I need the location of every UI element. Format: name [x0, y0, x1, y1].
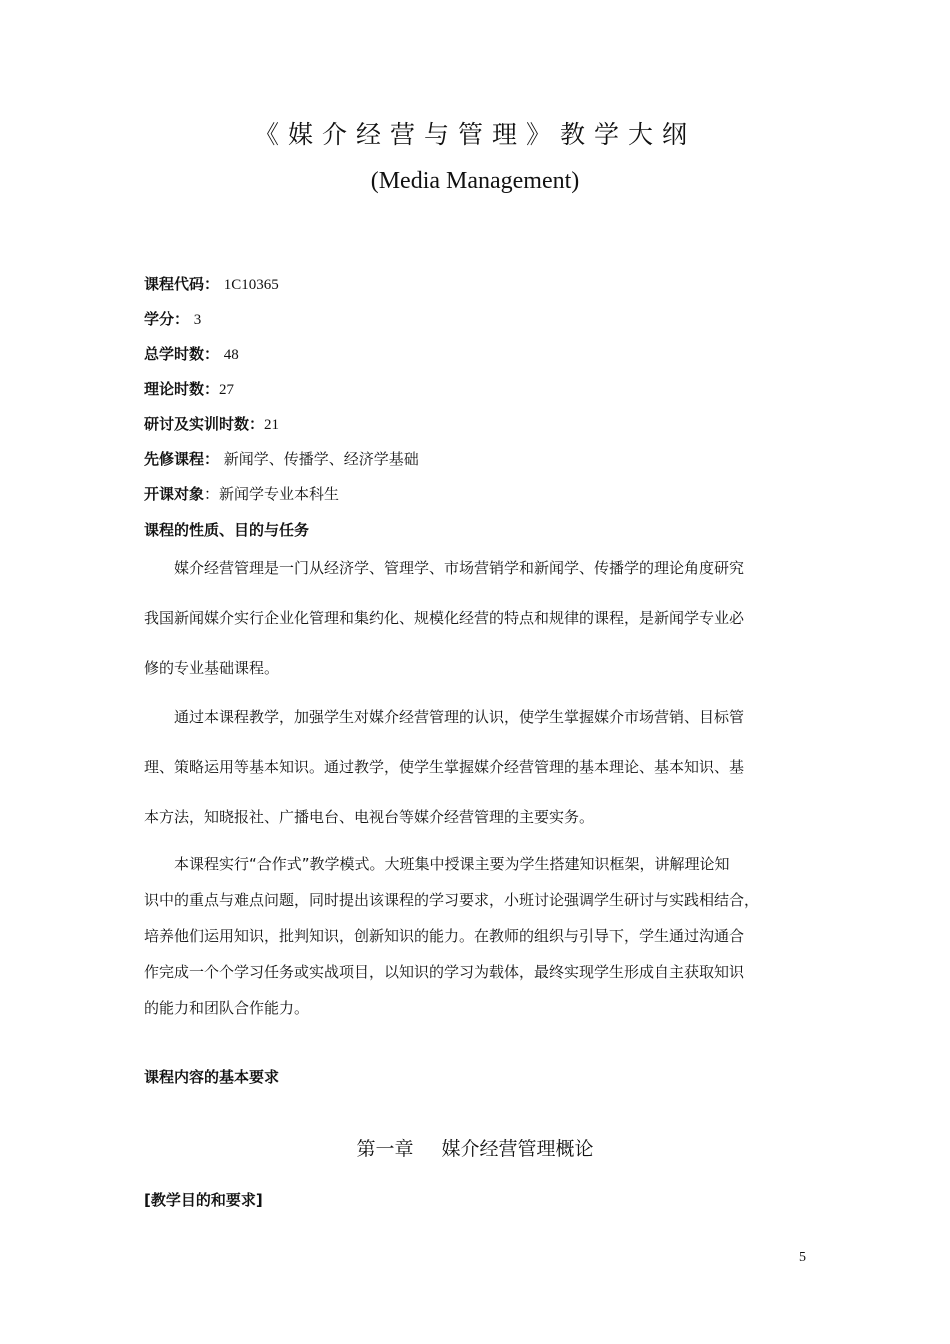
info-value: 3 [193, 312, 202, 328]
paragraph-line: 媒介经营管理是一门从经济学、管理学、市场营销学和新闻学、传播学的理论角度研究 [144, 559, 745, 577]
paragraph-line: 修的专业基础课程。 [144, 659, 280, 677]
paragraph-teaching-mode [144, 854, 808, 1034]
paragraph-line: 本课程实行“合作式”教学模式。大班集中授课主要为学生搭建知识框架，讲解理论知 [144, 855, 730, 873]
info-value: 新闻学、传播学、经济学基础 [223, 450, 419, 468]
info-total-hours [144, 344, 239, 365]
info-label: 总学时数： [144, 345, 220, 363]
info-value: 1C10365 [223, 277, 279, 293]
document-title: 《媒介经营与管理》教学大纲 [253, 120, 696, 149]
info-label: 开课对象 [144, 485, 205, 503]
paragraph-line: 通过本课程教学，加强学生对媒介经营管理的认识，使学生掌握媒介市场营销、目标管 [144, 708, 745, 726]
info-value: 27 [219, 382, 235, 398]
info-label: 课程代码： [144, 275, 220, 293]
info-label: 研讨及实训时数： [144, 415, 265, 433]
info-practice-hours [144, 414, 279, 435]
info-value: 48 [223, 347, 239, 363]
subsection-heading: [教学目的和要求] [144, 1191, 263, 1209]
paragraph-line: 理、策略运用等基本知识。通过教学，使学生掌握媒介经营管理的基本理论、基本知识、基 [144, 758, 745, 776]
section-heading-nature: 课程的性质、目的与任务 [144, 521, 310, 539]
paragraph-line: 培养他们运用知识，批判知识，创新知识的能力。在教师的组织与引导下，学生通过沟通合 [144, 927, 745, 945]
paragraph-nature [144, 558, 808, 708]
document-subtitle: (Media Management) [370, 168, 580, 194]
info-prerequisites [144, 449, 419, 469]
chapter-heading [0, 1134, 950, 1161]
info-target-students [144, 484, 339, 504]
chapter-title: 媒介经营管理概论 [441, 1138, 594, 1160]
paragraph-line: 识中的重点与难点问题，同时提出该课程的学习要求，小班讨论强调学生研讨与实践相结合， [144, 891, 760, 909]
info-course-code [144, 274, 279, 295]
section-heading-content: 课程内容的基本要求 [144, 1068, 280, 1086]
paragraph-line: 的能力和团队合作能力。 [144, 999, 310, 1017]
paragraph-line: 作完成一个个学习任务或实战项目，以知识的学习为载体，最终实现学生形成自主获取知识 [144, 963, 745, 981]
info-label: 理论时数： [144, 380, 220, 398]
paragraph-line: 本方法，知晓报社、广播电台、电视台等媒介经营管理的主要实务。 [144, 808, 595, 826]
paragraph-line: 我国新闻媒介实行企业化管理和集约化、规模化经营的特点和规律的课程，是新闻学专业必 [144, 609, 745, 627]
chapter-number: 第一章 [356, 1138, 414, 1160]
info-label: 学分： [144, 310, 190, 328]
info-credits [144, 309, 201, 330]
info-theory-hours [144, 379, 234, 400]
info-value: 21 [264, 417, 280, 433]
info-label: 先修课程： [144, 450, 220, 468]
info-value: ：新闻学专业本科生 [204, 485, 340, 503]
paragraph-goals [144, 707, 808, 857]
page-number: 5 [799, 1250, 806, 1265]
